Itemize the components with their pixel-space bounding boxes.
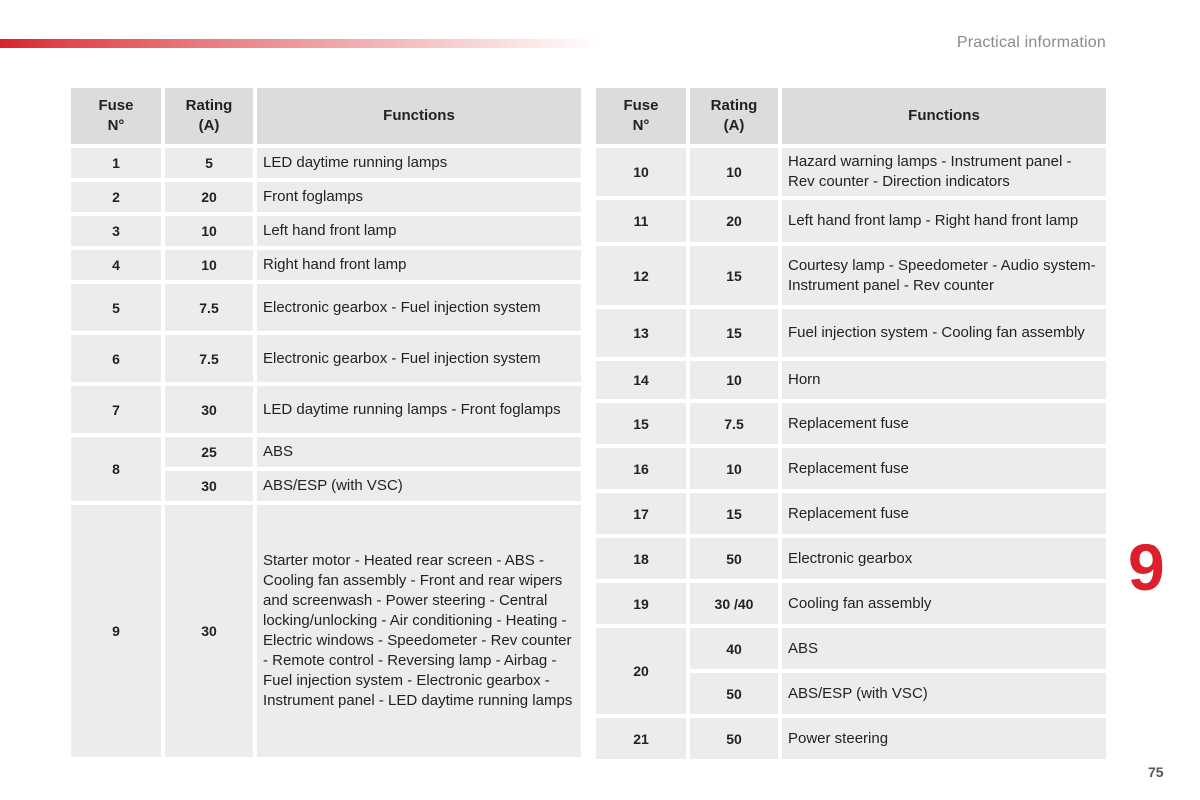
fuse-number: 21 (596, 718, 686, 759)
fuse-function: Left hand front lamp - Right hand front lamp (782, 200, 1106, 242)
fuse-rating: 30 (165, 386, 253, 433)
fuse-rating: 20 (165, 182, 253, 212)
fuse-number: 10 (596, 148, 686, 196)
fuse-function: Right hand front lamp (257, 250, 581, 280)
table-header-row (596, 88, 1106, 144)
fuse-table-left (67, 84, 585, 761)
fuse-rating: 30 (165, 505, 253, 757)
fuse-function: LED daytime running lamps (257, 148, 581, 178)
rating-header: Rating (A) (165, 88, 253, 144)
table-row (596, 200, 1106, 242)
fuse-rating: 10 (165, 216, 253, 246)
fuse-number: 1 (71, 148, 161, 178)
fuse-number: 18 (596, 538, 686, 579)
table-row (71, 505, 581, 757)
fuse-number: 8 (71, 437, 161, 501)
fuse-function: Front foglamps (257, 182, 581, 212)
fuse-rating: 7.5 (165, 335, 253, 382)
fuse-rating: 10 (690, 448, 778, 489)
table-row (71, 437, 581, 467)
page-number: 75 (1148, 764, 1164, 780)
table-row (596, 448, 1106, 489)
fuse-number: 12 (596, 246, 686, 305)
fuse-function: Fuel injection system - Cooling fan assembly (782, 309, 1106, 357)
table-row (596, 583, 1106, 624)
table-header-row (71, 88, 581, 144)
chapter-number: 9 (1128, 530, 1165, 604)
table-row (596, 538, 1106, 579)
section-title: Practical information (956, 34, 1106, 51)
fuse-function: Hazard warning lamps - Instrument panel - Rev counter - Direction indicators (782, 148, 1106, 196)
fuse-number: 17 (596, 493, 686, 534)
fuse-number-header: Fuse N° (596, 88, 686, 144)
fuse-rating: 25 (165, 437, 253, 467)
fuse-rating: 30 (165, 471, 253, 501)
table-row (71, 335, 581, 382)
fuse-function: Power steering (782, 718, 1106, 759)
fuse-function: ABS (782, 628, 1106, 669)
functions-header: Functions (257, 88, 581, 144)
fuse-rating: 30 /40 (690, 583, 778, 624)
fuse-function: Courtesy lamp - Speedometer - Audio system- Instrument panel - Rev counter (782, 246, 1106, 305)
table-row (596, 361, 1106, 399)
fuse-rating: 50 (690, 673, 778, 714)
fuse-rating: 15 (690, 493, 778, 534)
fuse-function: LED daytime running lamps - Front foglamps (257, 386, 581, 433)
fuse-rating: 5 (165, 148, 253, 178)
table-row (71, 148, 581, 178)
fuse-number: 16 (596, 448, 686, 489)
fuse-rating: 50 (690, 538, 778, 579)
fuse-number: 6 (71, 335, 161, 382)
fuse-rating: 15 (690, 246, 778, 305)
fuse-function: Horn (782, 361, 1106, 399)
fuse-number: 4 (71, 250, 161, 280)
table-row (71, 284, 581, 331)
table-row (71, 216, 581, 246)
fuse-function: Left hand front lamp (257, 216, 581, 246)
fuse-function: Starter motor - Heated rear screen - ABS - Cooling fan assembly - Front and rear wipers and screenwash - Power steering - Central locking/unlocking - Air conditioning - Heating - Electric windows - Speedometer - Rev counter - Remote control - Reversing lamp - Airbag - Fuel injection system - Electronic gearbox - Instrument panel - LED daytime running lamps (257, 505, 581, 757)
table-row (596, 403, 1106, 444)
fuse-number: 2 (71, 182, 161, 212)
table-row (596, 309, 1106, 357)
fuse-number: 14 (596, 361, 686, 399)
fuse-rating: 7.5 (690, 403, 778, 444)
fuse-function: Electronic gearbox - Fuel injection system (257, 335, 581, 382)
fuse-number: 11 (596, 200, 686, 242)
fuse-number-header: Fuse N° (71, 88, 161, 144)
fuse-function: Replacement fuse (782, 493, 1106, 534)
rating-header: Rating (A) (690, 88, 778, 144)
table-row (596, 246, 1106, 305)
fuse-number: 7 (71, 386, 161, 433)
table-row (596, 148, 1106, 196)
fuse-function: Cooling fan assembly (782, 583, 1106, 624)
functions-header: Functions (782, 88, 1106, 144)
table-row (596, 628, 1106, 669)
fuse-number: 15 (596, 403, 686, 444)
fuse-rating: 7.5 (165, 284, 253, 331)
fuse-rating: 20 (690, 200, 778, 242)
fuse-function: ABS/ESP (with VSC) (782, 673, 1106, 714)
table-row (596, 718, 1106, 759)
fuse-number: 19 (596, 583, 686, 624)
fuse-function: Electronic gearbox (782, 538, 1106, 579)
fuse-function: Replacement fuse (782, 403, 1106, 444)
fuse-function: Replacement fuse (782, 448, 1106, 489)
table-row (596, 493, 1106, 534)
table-row (71, 250, 581, 280)
header-accent-bar (0, 39, 600, 48)
fuse-number: 20 (596, 628, 686, 714)
fuse-function: ABS (257, 437, 581, 467)
fuse-function: ABS/ESP (with VSC) (257, 471, 581, 501)
fuse-rating: 10 (690, 361, 778, 399)
fuse-rating: 10 (690, 148, 778, 196)
fuse-number: 13 (596, 309, 686, 357)
fuse-rating: 40 (690, 628, 778, 669)
fuse-rating: 50 (690, 718, 778, 759)
fuse-number: 9 (71, 505, 161, 757)
table-row (71, 182, 581, 212)
fuse-rating: 15 (690, 309, 778, 357)
fuse-rating: 10 (165, 250, 253, 280)
fuse-number: 3 (71, 216, 161, 246)
fuse-function: Electronic gearbox - Fuel injection system (257, 284, 581, 331)
table-row (71, 386, 581, 433)
fuse-number: 5 (71, 284, 161, 331)
fuse-table-right (592, 84, 1110, 763)
